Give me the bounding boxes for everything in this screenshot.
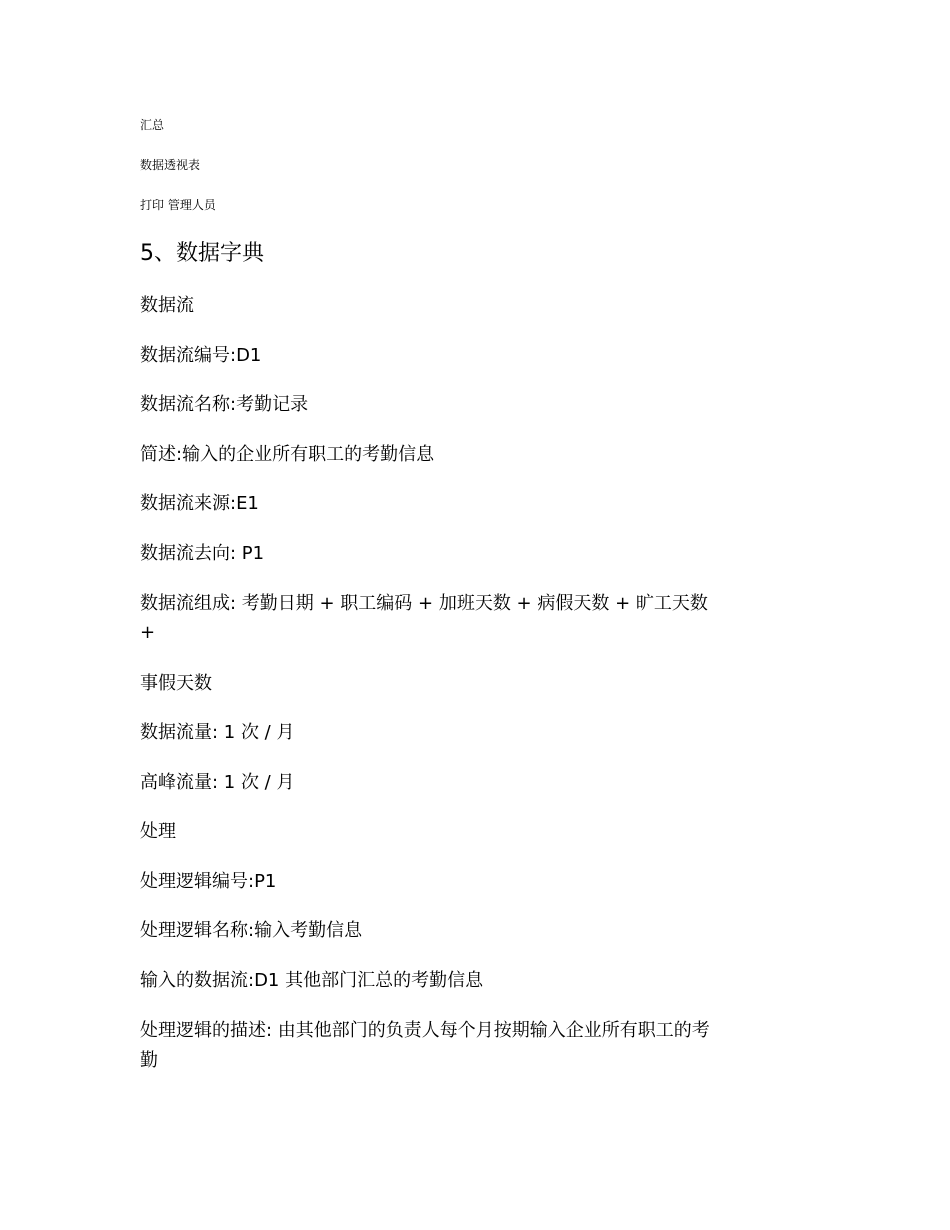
- section-heading: 5、数据字典: [140, 241, 264, 266]
- data-flow-summary: 简述:输入的企业所有职工的考勤信息: [140, 444, 435, 465]
- data-flow-composition-continuation: +: [140, 622, 156, 643]
- process-description: 处理逻辑的描述: 由其他部门的负责人每个月按期输入企业所有职工的考: [140, 1020, 710, 1041]
- text-summary: 汇总: [140, 118, 165, 132]
- data-flow-destination: 数据流去向: P1: [140, 543, 265, 564]
- data-flow-composition-tail: 事假天数: [140, 673, 212, 694]
- process-description-continuation: 勤: [140, 1050, 158, 1071]
- text-pivot-table: 数据透视表: [140, 158, 201, 172]
- data-flow-composition: 数据流组成: 考勤日期 + 职工编码 + 加班天数 + 病假天数 + 旷工天数: [140, 593, 708, 614]
- process-section-title: 处理: [140, 821, 176, 842]
- data-flow-name: 数据流名称:考勤记录: [140, 394, 309, 415]
- data-flow-source: 数据流来源:E1: [140, 493, 259, 514]
- data-flow-peak-volume: 高峰流量: 1 次 / 月: [140, 772, 295, 793]
- data-flow-id: 数据流编号:D1: [140, 345, 262, 366]
- process-id: 处理逻辑编号:P1: [140, 871, 277, 892]
- process-input-flow: 输入的数据流:D1 其他部门汇总的考勤信息: [140, 970, 484, 991]
- text-print-managers: 打印 管理人员: [140, 198, 216, 212]
- data-flow-section-title: 数据流: [140, 295, 194, 316]
- process-name: 处理逻辑名称:输入考勤信息: [140, 920, 363, 941]
- data-flow-volume: 数据流量: 1 次 / 月: [140, 722, 295, 743]
